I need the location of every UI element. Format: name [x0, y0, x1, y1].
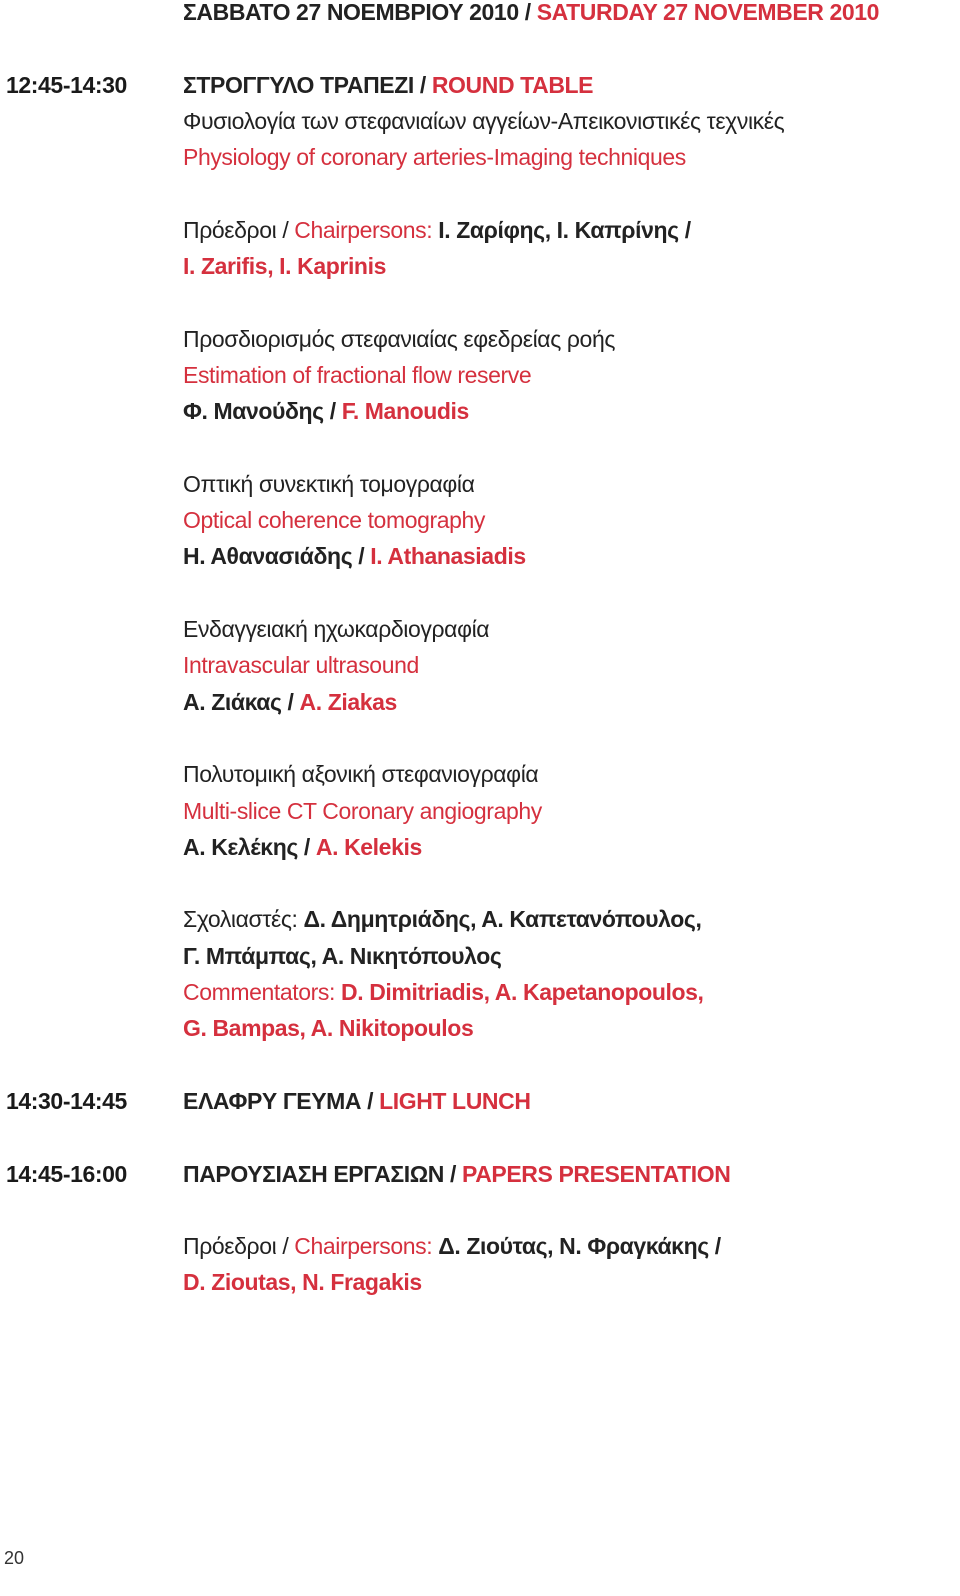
greek-text: Φυσιολογία των στεφανιαίων αγγείων-Απεικονιστικές τεχνικές: [183, 107, 785, 134]
greek-text: Οπτική συνεκτική τομογραφία: [183, 470, 475, 497]
session-time: 14:30-14:45: [6, 1087, 127, 1114]
greek-text: Πρόεδροι /: [183, 216, 295, 243]
line-text: [183, 538, 526, 574]
greek-text: Α. Ζιάκας /: [183, 688, 300, 715]
program-line: [0, 1010, 960, 1046]
program-line: [0, 538, 960, 574]
blank-line: [0, 284, 960, 320]
blank-line: [0, 30, 960, 66]
blank-line: [0, 720, 960, 756]
english-text: I. Athanasiadis: [370, 543, 526, 570]
english-text: Optical coherence tomography: [183, 507, 486, 534]
program-line: [0, 611, 960, 647]
line-text: [183, 1010, 473, 1046]
program-line: [0, 974, 960, 1010]
english-text: Estimation of fractional flow reserve: [183, 361, 532, 388]
line-text: [183, 829, 422, 865]
greek-text: Ι. Ζαρίφης, Ι. Καπρίνης /: [438, 216, 691, 243]
program-line: [0, 0, 960, 30]
english-text: LIGHT LUNCH: [379, 1087, 531, 1114]
line-text: [183, 393, 469, 429]
greek-text: Προσδιορισμός στεφανιαίας εφεδρείας ροής: [183, 325, 616, 352]
line-text: [183, 1228, 721, 1264]
english-text: Multi-slice CT Coronary angiography: [183, 797, 542, 824]
english-text: Chairpersons:: [294, 1233, 439, 1260]
program-line: [0, 67, 960, 103]
english-text: ROUND TABLE: [431, 71, 594, 98]
program-line: [0, 357, 960, 393]
program-line: [0, 103, 960, 139]
blank-line: [0, 430, 960, 466]
line-text: [183, 139, 686, 175]
program-line: [0, 684, 960, 720]
program-line: [0, 1156, 960, 1192]
line-text: [183, 248, 386, 284]
greek-text: Φ. Μανούδης /: [183, 398, 342, 425]
line-text: [183, 647, 419, 683]
program-line: [0, 139, 960, 175]
line-text: [183, 103, 784, 139]
greek-text: ΣΤΡΟΓΓΥΛΟ ΤΡΑΠΕΖΙ /: [183, 71, 432, 98]
line-text: [183, 502, 485, 538]
program-line: [0, 1264, 960, 1300]
page-number: 20: [4, 1548, 25, 1568]
line-text: [183, 611, 489, 647]
program-line: [0, 393, 960, 429]
line-text: [183, 466, 475, 502]
greek-text: ΣΑΒΒΑΤΟ 27 ΝΟΕΜΒΡΙΟΥ 2010 /: [183, 0, 537, 25]
english-text: D. Zioutas, N. Fragakis: [183, 1269, 422, 1296]
blank-line: [0, 575, 960, 611]
blank-line: [0, 1047, 960, 1083]
greek-text: Δ. Ζιούτας, Ν. Φραγκάκης /: [438, 1233, 721, 1260]
blank-line: [0, 1192, 960, 1228]
line-text: [183, 1083, 531, 1119]
program-line: [0, 321, 960, 357]
english-text: Chairpersons:: [294, 216, 439, 243]
line-text: [183, 67, 593, 103]
greek-text: Πρόεδροι /: [183, 1233, 295, 1260]
english-text: F. Manoudis: [341, 398, 469, 425]
greek-text: Η. Αθανασιάδης /: [183, 543, 371, 570]
program-line: [0, 1083, 960, 1119]
program-line: [0, 212, 960, 248]
line-text: [183, 357, 531, 393]
line-text: [183, 901, 701, 937]
greek-text: ΠΑΡΟΥΣΙΑΣΗ ΕΡΓΑΣΙΩΝ /: [183, 1160, 462, 1187]
line-text: [183, 1264, 422, 1300]
line-text: [183, 793, 542, 829]
english-text: A. Kelekis: [315, 833, 422, 860]
english-text: Physiology of coronary arteries-Imaging techniques: [183, 144, 686, 171]
english-text: SATURDAY 27 NOVEMBER 2010: [536, 0, 880, 25]
program-line: [0, 1228, 960, 1264]
english-text: Commentators:: [183, 979, 342, 1006]
greek-text: Α. Κελέκης /: [183, 833, 316, 860]
line-text: [183, 1156, 730, 1192]
line-text: [183, 212, 691, 248]
english-text: D. Dimitriadis, A. Kapetanopoulos,: [341, 979, 704, 1006]
english-text: G. Bampas, A. Nikitopoulos: [183, 1015, 474, 1042]
blank-line: [0, 865, 960, 901]
greek-text: Σχολιαστές:: [183, 906, 304, 933]
greek-text: Δ. Δημητριάδης, Α. Καπετανόπουλος,: [303, 906, 702, 933]
english-text: Intravascular ultrasound: [183, 652, 419, 679]
blank-line: [0, 175, 960, 211]
program-line: [0, 502, 960, 538]
greek-text: Ενδαγγειακή ηχωκαρδιογραφία: [183, 616, 490, 643]
greek-text: Γ. Μπάμπας, Α. Νικητόπουλος: [183, 942, 502, 969]
english-text: PAPERS PRESENTATION: [461, 1160, 731, 1187]
program-line: [0, 829, 960, 865]
blank-line: [0, 1119, 960, 1155]
greek-text: ΕΛΑΦΡΥ ΓΕΥΜΑ /: [183, 1087, 380, 1114]
session-time: 14:45-16:00: [6, 1160, 127, 1187]
session-time: 12:45-14:30: [6, 71, 127, 98]
program-line: [0, 793, 960, 829]
line-text: [183, 974, 704, 1010]
english-text: A. Ziakas: [299, 688, 397, 715]
program-line: [0, 901, 960, 937]
line-text: [183, 756, 538, 792]
program-line: [0, 466, 960, 502]
english-text: I. Zarifis, I. Kaprinis: [183, 253, 386, 280]
program-line: [0, 938, 960, 974]
program-line: [0, 647, 960, 683]
line-text: [183, 684, 397, 720]
program-line: [0, 756, 960, 792]
program-line: [0, 248, 960, 284]
line-text: [183, 938, 501, 974]
greek-text: Πολυτομική αξονική στεφανιογραφία: [183, 761, 539, 788]
line-text: [183, 321, 615, 357]
line-text: [183, 0, 879, 30]
